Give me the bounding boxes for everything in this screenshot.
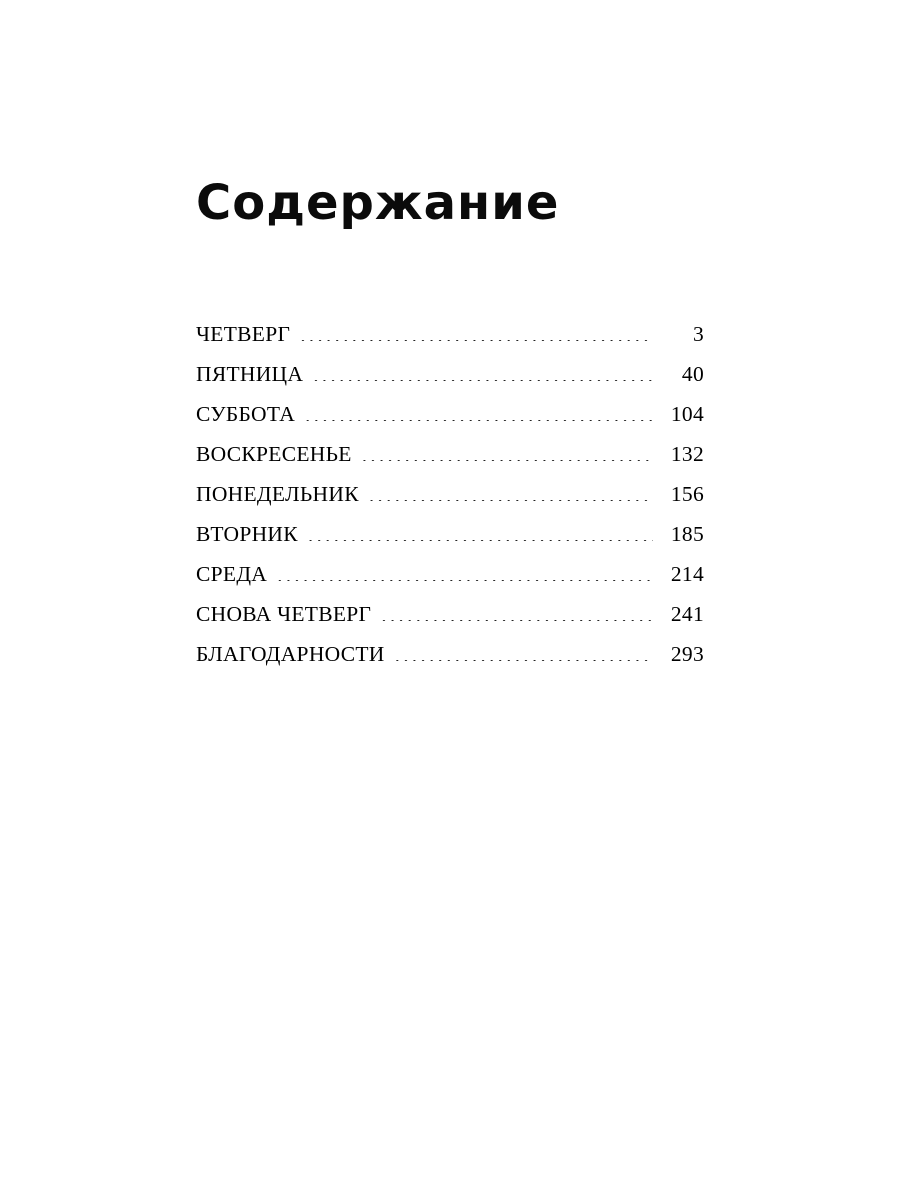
toc-leader-dots [305, 420, 653, 421]
toc-entry[interactable] [196, 322, 704, 362]
toc-entry-label: ПЯТНИЦА [196, 362, 304, 386]
toc-entry[interactable] [196, 562, 704, 602]
toc-entry-page: 104 [670, 402, 704, 426]
toc-entry[interactable] [196, 602, 704, 642]
toc-entry-label: СРЕДА [196, 562, 268, 586]
toc-entry[interactable] [196, 522, 704, 562]
toc-entry-label: ЧЕТВЕРГ [196, 322, 291, 346]
toc-entry-page: 293 [670, 642, 704, 666]
toc-leader-dots [308, 540, 653, 541]
toc-entry-page: 214 [670, 562, 704, 586]
table-of-contents [196, 322, 704, 682]
toc-entry[interactable] [196, 642, 704, 682]
toc-entry-page: 40 [681, 362, 704, 386]
toc-entry-page: 185 [670, 522, 704, 546]
toc-leader-dots [277, 580, 653, 581]
toc-entry-label: ВТОРНИК [196, 522, 298, 546]
toc-leader-dots [362, 460, 653, 461]
toc-entry-label: ПОНЕДЕЛЬНИК [196, 482, 359, 506]
toc-leader-dots [300, 340, 653, 341]
toc-entry-label: ВОСКРЕСЕНЬЕ [196, 442, 352, 466]
toc-entry-page: 241 [670, 602, 704, 626]
page-title: Содержание [196, 175, 560, 231]
toc-entry[interactable] [196, 442, 704, 482]
toc-entry[interactable] [196, 402, 704, 442]
toc-entry-label: СНОВА ЧЕТВЕРГ [196, 602, 372, 626]
toc-leader-dots [381, 620, 653, 621]
toc-entry-page: 132 [670, 442, 704, 466]
toc-entry-label: БЛАГОДАРНОСТИ [196, 642, 385, 666]
toc-entry[interactable] [196, 362, 704, 402]
toc-entry[interactable] [196, 482, 704, 522]
toc-entry-page: 3 [692, 322, 704, 346]
toc-leader-dots [395, 660, 653, 661]
toc-leader-dots [369, 500, 653, 501]
toc-leader-dots [313, 380, 653, 381]
toc-entry-page: 156 [670, 482, 704, 506]
toc-entry-label: СУББОТА [196, 402, 296, 426]
